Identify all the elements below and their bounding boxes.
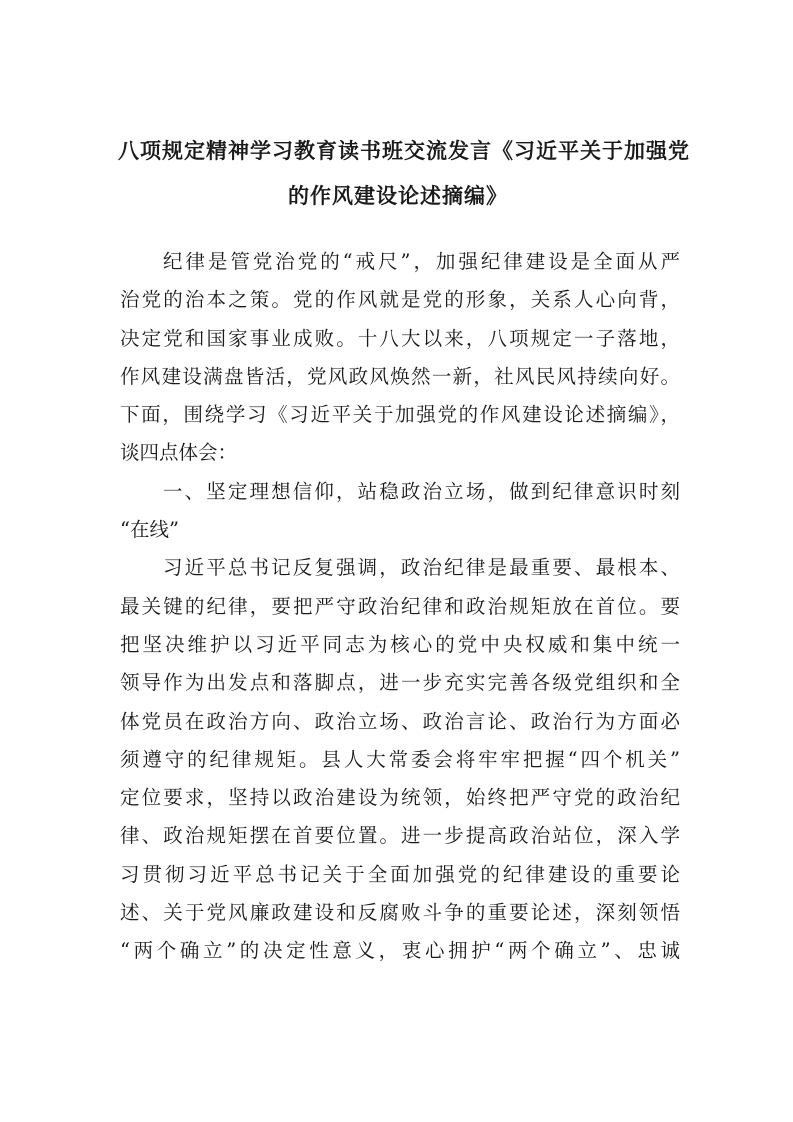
paragraph-line: 领导作为出发点和落脚点，进一步充实完善各级党组织和全 [120, 671, 680, 695]
title-line: 八项规定精神学习教育读书班交流发言《习近平关于加强党 [118, 138, 690, 163]
paragraph-line: 决定党和国家事业成败。十八大以来，八项规定一子落地， [120, 326, 680, 350]
paragraph-line: 习贯彻习近平总书记关于全面加强党的纪律建设的重要论 [120, 862, 680, 886]
document-title [118, 128, 690, 218]
paragraph-line: 最关键的纪律，要把严守政治纪律和政治规矩放在首位。要 [120, 594, 680, 618]
paragraph-line: 把坚决维护以习近平同志为核心的党中央权威和集中统一 [120, 632, 680, 656]
paragraph-line: 须遵守的纪律规矩。县人大常委会将牢牢把握“四个机关” [120, 747, 680, 771]
paragraph-line: 下面，围绕学习《习近平关于加强党的作风建设论述摘编》， [120, 403, 680, 427]
paragraph-line: 谈四点体会： [120, 441, 238, 465]
paragraph-line: 习近平总书记反复强调，政治纪律是最重要、最根本、 [163, 556, 680, 580]
paragraph-line: 体党员在政治方向、政治立场、政治言论、政治行为方面必 [120, 709, 680, 733]
document-body [120, 243, 680, 971]
title-line: 的作风建设论述摘编》 [288, 183, 508, 208]
paragraph-line: 定位要求，坚持以政治建设为统领，始终把严守党的政治纪 [120, 786, 680, 810]
paragraph-line: 律、政治规矩摆在首要位置。进一步提高政治站位，深入学 [120, 824, 680, 848]
section-heading-line: “在线” [120, 518, 179, 542]
section-heading-line: 一、坚定理想信仰，站稳政治立场，做到纪律意识时刻 [163, 479, 680, 503]
paragraph-line: 作风建设满盘皆活，党风政风焕然一新，社风民风持续向好。 [120, 364, 680, 388]
paragraph-line: “两个确立”的决定性意义，衷心拥护“两个确立”、忠诚 [120, 939, 680, 963]
paragraph-line: 纪律是管党治党的“戒尺”，加强纪律建设是全面从严 [163, 250, 680, 273]
paragraph-line: 治党的治本之策。党的作风就是党的形象，关系人心向背， [120, 288, 680, 312]
paragraph-line: 述、关于党风廉政建设和反腐败斗争的重要论述，深刻领悟 [120, 901, 680, 925]
